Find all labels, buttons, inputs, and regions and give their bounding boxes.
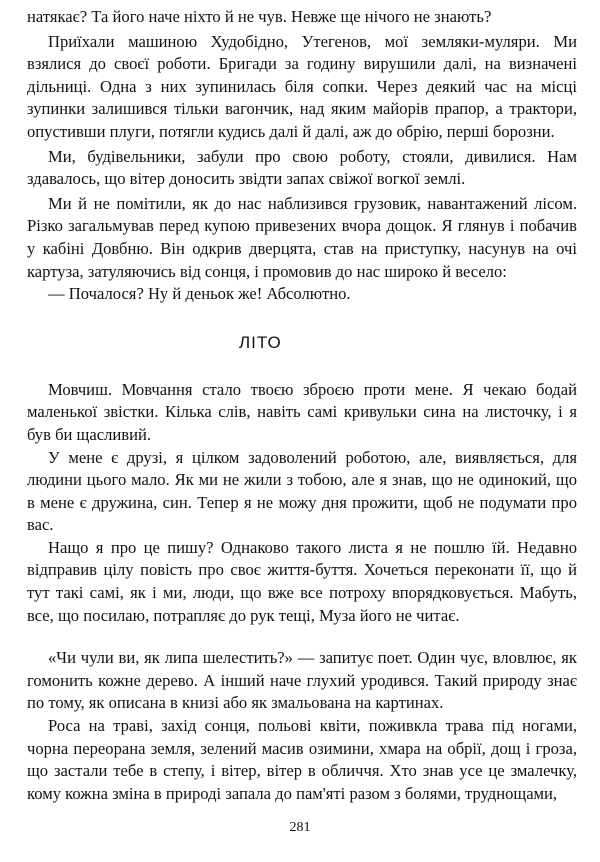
paragraph-friends: У мене є друзі, я цілком задоволений роботою, але, виявляється, для людини цього мало. Як ми не жили з тобою, але я знав, що не одинокий, що в мене є дружина, син. Тепер я не можу дня прожити, щоб не подумати про вас. [27, 447, 577, 535]
section-title: ЛІТО [239, 332, 282, 352]
paragraph-linden: «Чи чули ви, як липа шелестить?» — запитує поет. Один чує, вловлює, як гомонить кожне дерево. А інший наче глухий уродився. Такий природу знає по тому, як описана в книзі або як змальована на картинах. [27, 648, 577, 713]
book-page [27, 6, 577, 805]
paragraph-builders: Ми, будівельники, забули про свою роботу, стояли, дивилися. Нам здавалось, що вітер доносить звідти запах свіжої вогкої землі. [27, 146, 577, 189]
paragraph-letter: Нащо я про це пишу? Однаково такого листа я не пошлю їй. Недавно відправив цілу повість про своє життя-буття. Хочеться переконати її, що й тут такі самі, як і ми, люди, що вже все потроху впорядковується. Мабуть, все, що посилаю, потрапляє до рук тещі, Муза його не читає. [27, 537, 577, 625]
paragraph-nature: Роса на траві, захід сонця, польові квіти, поживкла трава під ногами, чорна переорана земля, зелений масив озимини, хмара на обрії, дощ і гроза, що застали тебе в степу, і вітер, вітер в обличчя. Хто знав усе це змалечку, кому кожна зміна в природі запала до пам'яті разом з болями, труднощами, [27, 716, 577, 803]
paragraph-continuation: натякає? Та його наче ніхто й не чув. Невже ще нічого не знають? [27, 7, 492, 26]
paragraph-dialogue: — Почалося? Ну й деньок же! Абсолютно. [48, 284, 351, 304]
page-number: 281 [289, 820, 311, 835]
paragraph-arrival: Приїхали машиною Худобідно, Утегенов, мої земляки-муляри. Ми взялися до своєї роботи. Бригади за годину вирушили далі, на визначені дільниці. Одна з них зупинилась біля сопки. Через деякий час на місці зупинки залишився тільки вагончик, над яким майорів прапор, а трактори, опустивши плуги, потягли кудись далі й далі, аж до обрію, перші борозни. [27, 31, 577, 141]
paragraph-silence: Мовчиш. Мовчання стало твоєю зброєю проти мене. Я чекаю бодай маленької звістки. Кілька слів, навіть самі кривульки сина на листочку, і я був би щасливий. [27, 379, 577, 444]
paragraph-truck: Ми й не помітили, як до нас наблизився грузовик, навантажений лісом. Різко загальмував перед купою привезених вчора дощок. Я глянув і побачив у кабіні Довбню. Він одкрив дверцята, став на приступку, насунув на очі картуза, затуляючись від сонця, і промовив до нас широко й весело: [27, 193, 577, 281]
